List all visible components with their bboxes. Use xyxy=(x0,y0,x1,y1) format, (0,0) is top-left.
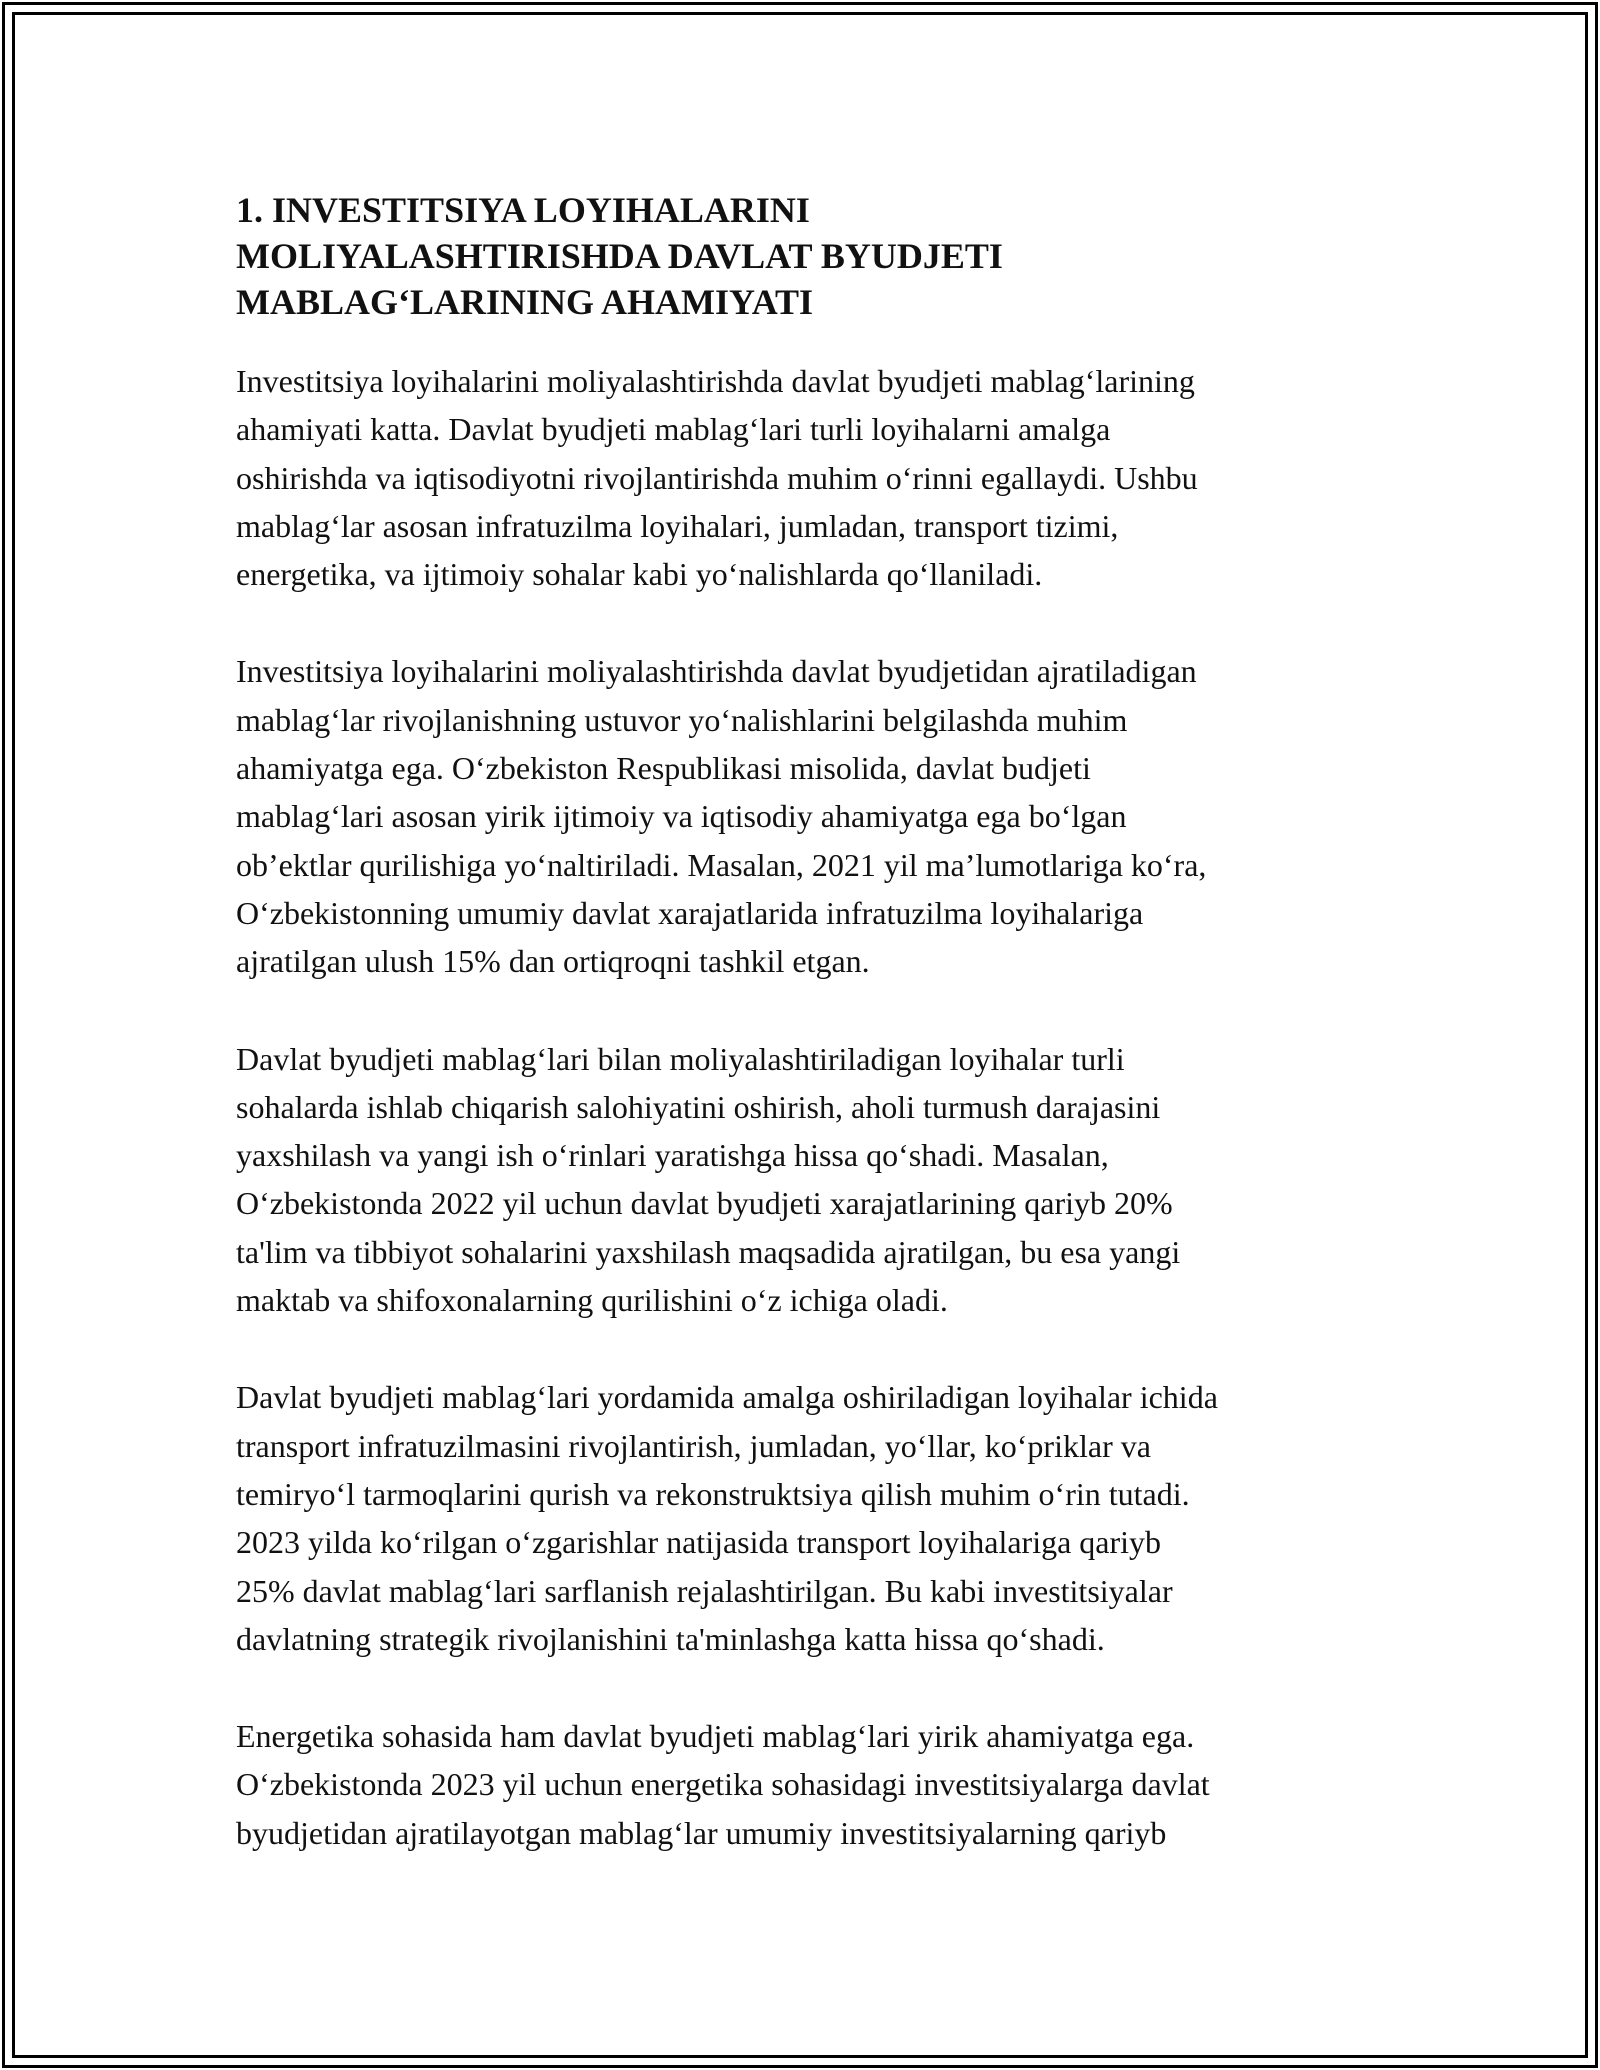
paragraph-line: ob’ektlar qurilishiga yo‘naltiriladi. Masalan, 2021 yil ma’lumotlariga ko‘ra, xyxy=(236,846,1207,883)
paragraph-5 xyxy=(236,1712,1406,1857)
paragraph-line: transport infratuzilmasini rivojlantirish, jumladan, yo‘llar, ko‘priklar va xyxy=(236,1427,1151,1464)
paragraph-line: Davlat byudjeti mablag‘lari bilan moliyalashtiriladigan loyihalar turli xyxy=(236,1040,1125,1077)
paragraph-3 xyxy=(236,1035,1406,1325)
paragraph-line: mablag‘lar rivojlanishning ustuvor yo‘nalishlarini belgilashda muhim xyxy=(236,701,1128,738)
paragraph-line: ta'lim va tibbiyot sohalarini yaxshilash maqsadida ajratilgan, bu esa yangi xyxy=(236,1233,1181,1270)
section-title-line: MOLIYALASHTIRISHDA DAVLAT BYUDJETI xyxy=(236,236,1003,276)
paragraph-line: O‘zbekistonda 2023 yil uchun energetika sohasidagi investitsiyalarga davlat xyxy=(236,1766,1210,1803)
paragraph-4 xyxy=(236,1373,1406,1663)
section-title-line: 1. INVESTITSIYA LOYIHALARINI xyxy=(236,190,810,230)
paragraph-line: 2023 yilda ko‘rilgan o‘zgarishlar natijasida transport loyihalariga qariyb xyxy=(236,1524,1162,1561)
paragraph-line: yaxshilash va yangi ish o‘rinlari yaratishga hissa qo‘shadi. Masalan, xyxy=(236,1137,1109,1174)
paragraph-line: O‘zbekistonda 2022 yil uchun davlat byudjeti xarajatlarining qariyb 20% xyxy=(236,1185,1173,1222)
paragraph-line: davlatning strategik rivojlanishini ta'minlashga katta hissa qo‘shadi. xyxy=(236,1620,1105,1657)
paragraph-line: ahamiyati katta. Davlat byudjeti mablag‘lari turli loyihalarni amalga xyxy=(236,411,1111,448)
paragraph-line: byudjetidan ajratilayotgan mablag‘lar umumiy investitsiyalarning qariyb xyxy=(236,1814,1167,1851)
section-title xyxy=(236,187,1406,325)
paragraph-line: oshirishda va iqtisodiyotni rivojlantirishda muhim o‘rinni egallaydi. Ushbu xyxy=(236,459,1198,496)
paragraph-line: sohalarda ishlab chiqarish salohiyatini oshirish, aholi turmush darajasini xyxy=(236,1088,1161,1125)
paragraph-line: ahamiyatga ega. O‘zbekiston Respublikasi misolida, davlat budjeti xyxy=(236,750,1091,787)
paragraph-line: mablag‘lari asosan yirik ijtimoiy va iqtisodiy ahamiyatga ega bo‘lgan xyxy=(236,798,1127,835)
paragraph-line: ajratilgan ulush 15% dan ortiqroqni tashkil etgan. xyxy=(236,943,870,980)
paragraph-line: Energetika sohasida ham davlat byudjeti mablag‘lari yirik ahamiyatga ega. xyxy=(236,1718,1195,1755)
paragraph-line: energetika, va ijtimoiy sohalar kabi yo‘nalishlarda qo‘llaniladi. xyxy=(236,556,1043,593)
paragraph-1 xyxy=(236,357,1406,598)
paragraph-line: 25% davlat mablag‘lari sarflanish rejalashtirilgan. Bu kabi investitsiyalar xyxy=(236,1572,1173,1609)
paragraph-line: O‘zbekistonning umumiy davlat xarajatlarida infratuzilma loyihalariga xyxy=(236,894,1144,931)
paragraph-line: Investitsiya loyihalarini moliyalashtirishda davlat byudjeti mablag‘larining xyxy=(236,363,1195,399)
paragraph-line: maktab va shifoxonalarning qurilishini o‘z ichiga oladi. xyxy=(236,1282,948,1319)
section-title-line: MABLAG‘LARINING AHAMIYATI xyxy=(236,282,814,322)
paragraph-line: mablag‘lar asosan infratuzilma loyihalari, jumladan, transport tizimi, xyxy=(236,507,1119,544)
paragraph-2 xyxy=(236,647,1406,985)
paragraph-line: temiryo‘l tarmoqlarini qurish va rekonstruktsiya qilish muhim o‘rin tutadi. xyxy=(236,1475,1190,1512)
paragraph-line: Davlat byudjeti mablag‘lari yordamida amalga oshiriladigan loyihalar ichida xyxy=(236,1379,1218,1416)
document-body xyxy=(236,187,1406,1906)
paragraph-line: Investitsiya loyihalarini moliyalashtirishda davlat byudjetidan ajratiladigan xyxy=(236,653,1197,690)
